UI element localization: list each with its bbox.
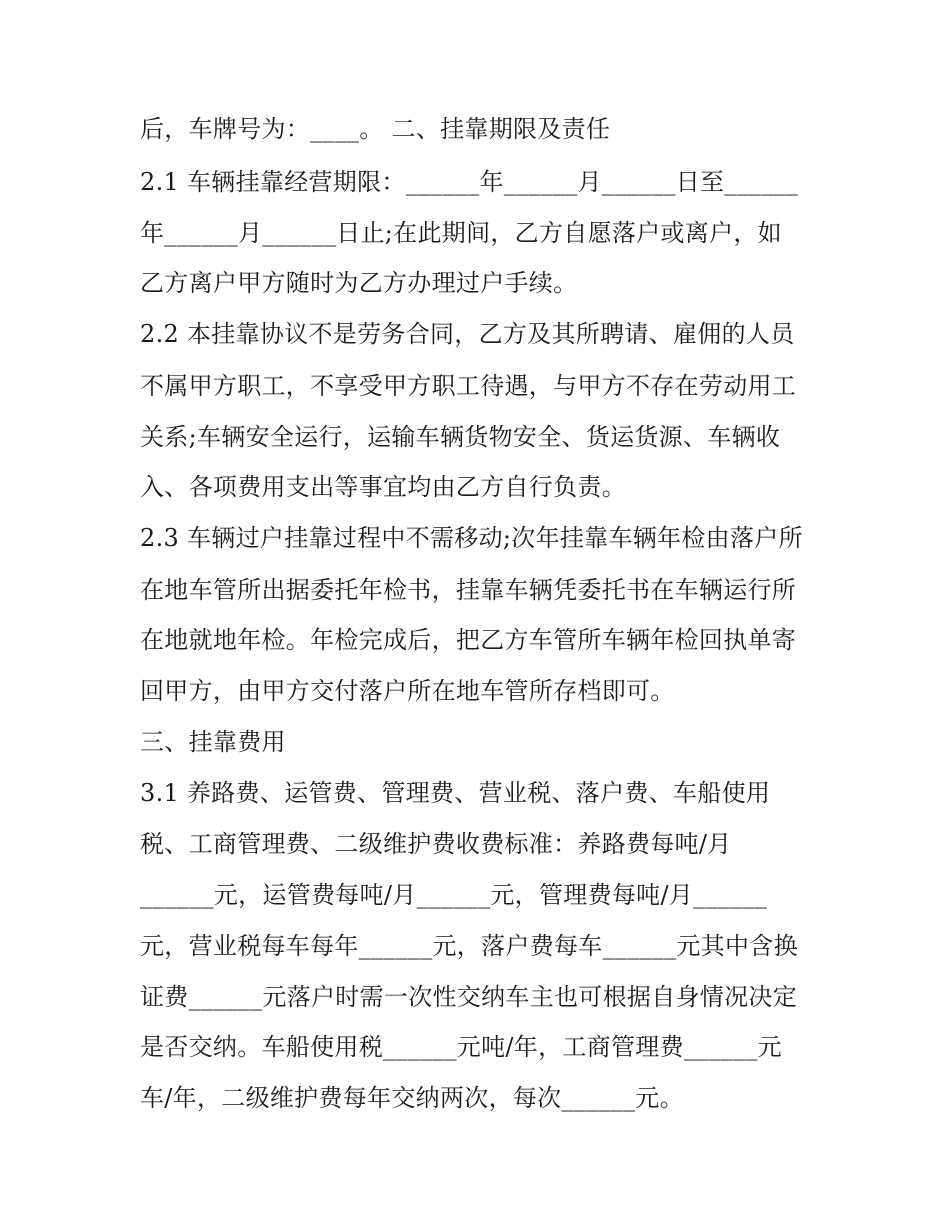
- text-line: 在地车管所出据委托年检书，挂靠车辆凭委托书在车辆运行所: [140, 576, 797, 604]
- text-line: 不属甲方职工，不享受甲方职工待遇，与甲方不存在劳动用工: [140, 372, 797, 400]
- text-line: 3.1 养路费、运管费、管理费、营业税、落户费、车船使用: [140, 779, 771, 807]
- text-line: 元，营业税每车每年______元，落户费每车______元其中含换: [140, 932, 798, 960]
- text-line: 车/年，二级维护费每年交纳两次，每次______元。: [140, 1084, 684, 1112]
- text-line: 乙方离户甲方随时为乙方办理过户手续。: [140, 269, 578, 297]
- text-line: 2.2 本挂靠协议不是劳务合同，乙方及其所聘请、雇佣的人员: [140, 320, 795, 348]
- text-line: 后，车牌号为：____。 二、挂靠期限及责任: [140, 115, 611, 143]
- text-line: 关系;车辆安全运行，运输车辆货物安全、货运货源、车辆收: [140, 423, 781, 451]
- text-line: 回甲方，由甲方交付落户所在地车管所存档即可。: [140, 677, 675, 705]
- text-line: 2.1 车辆挂靠经营期限：______年______月______日至______: [140, 168, 799, 196]
- text-line: 是否交纳。车船使用税______元吨/年，工商管理费______元: [140, 1033, 782, 1061]
- text-line: 入、各项费用支出等事宜均由乙方自行负责。: [140, 473, 626, 501]
- text-line: 证费______元落户时需一次性交纳车主也可根据自身情况决定: [140, 983, 797, 1011]
- text-line: ______元，运管费每吨/月______元，管理费每吨/月______: [140, 881, 767, 909]
- text-line: 在地就地年检。年检完成后，把乙方车管所车辆年检回执单寄: [140, 626, 797, 654]
- section-heading: 三、挂靠费用: [140, 728, 286, 756]
- text-line: 年______月______日止;在此期间，乙方自愿落户或离户，如: [140, 219, 782, 247]
- text-line: 税、工商管理费、二级维护费收费标准：养路费每吨/月: [140, 830, 732, 858]
- text-line: 2.3 车辆过户挂靠过程中不需移动;次年挂靠车辆年检由落户所: [140, 524, 803, 552]
